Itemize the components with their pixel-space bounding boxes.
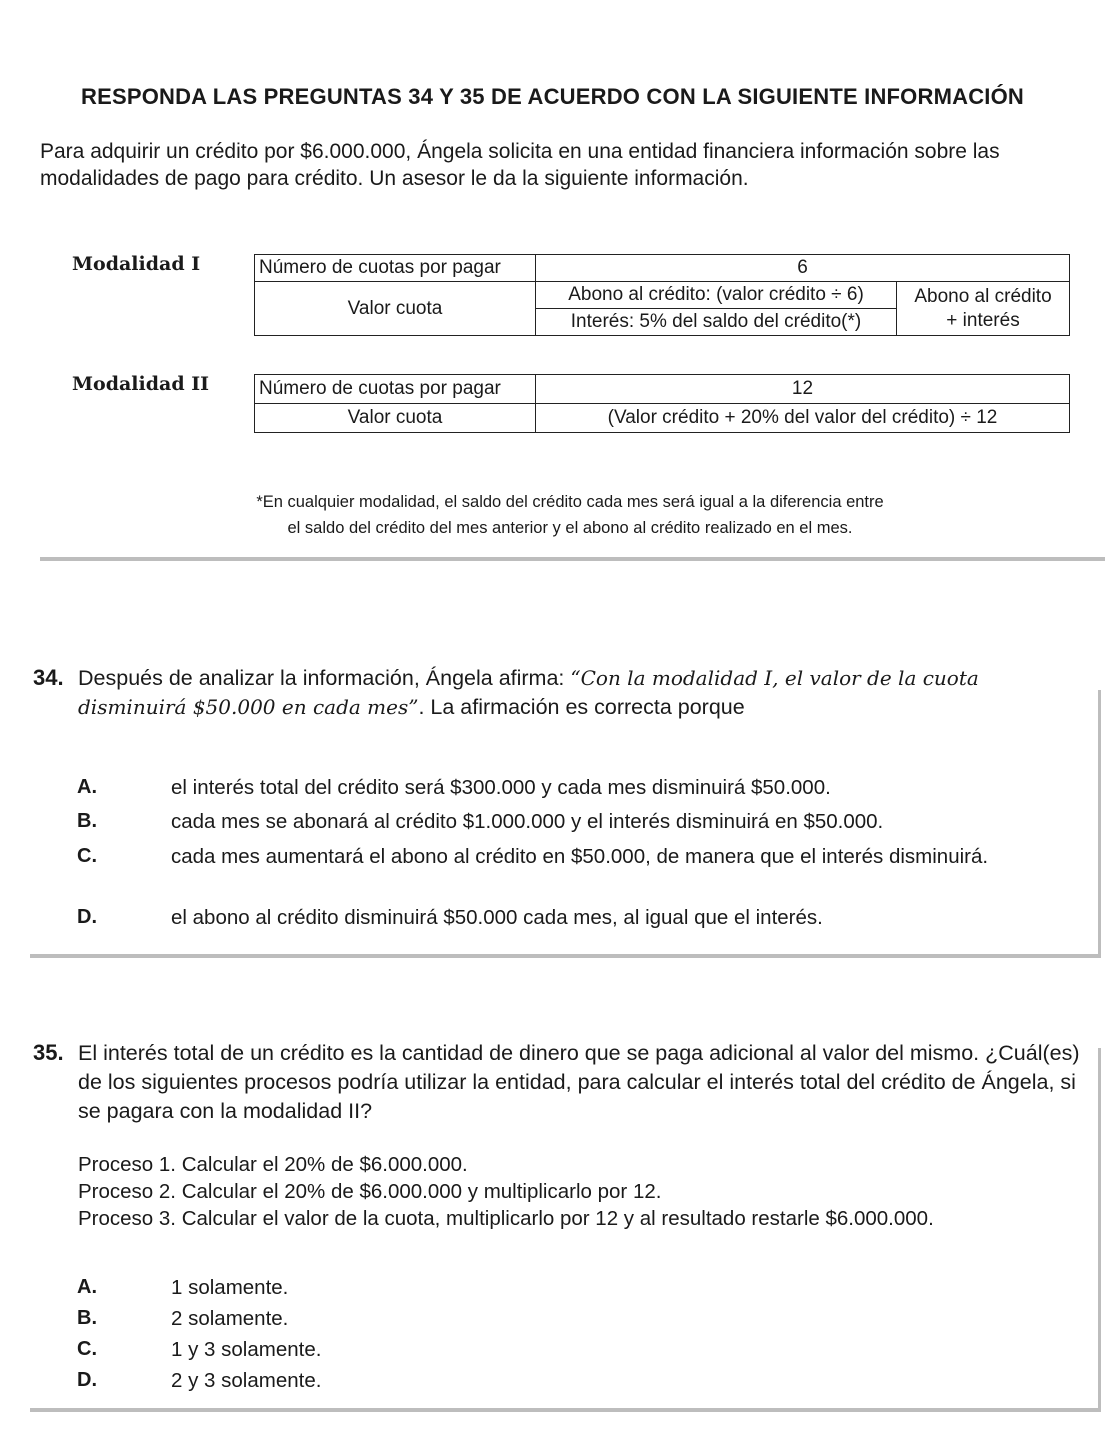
modalidad-2-table (254, 374, 1070, 433)
process-item: Proceso 2. Calcular el 20% de $6.000.000 y multiplicarlo por 12. (78, 1180, 662, 1203)
divider (40, 557, 1105, 561)
cuotas-value-cell: 6 (536, 255, 1070, 282)
cuotas-label-cell: Número de cuotas por pagar (255, 255, 536, 282)
modalidad-2-label: Modalidad II (72, 373, 210, 395)
quote-line-1: “Con la modalidad I, el valor de la cuota (570, 666, 979, 690)
question-35-number: 35. (33, 1040, 64, 1065)
box-border-bottom (30, 954, 1101, 958)
option-text: el abono al crédito disminuirá $50.000 cada mes, al igual que el interés. (171, 906, 823, 929)
cuotas-label-cell: Número de cuotas por pagar (255, 375, 536, 404)
total-line-2: + interés (946, 309, 1020, 331)
option-letter: A. (77, 1276, 97, 1298)
option-letter: A. (77, 776, 97, 798)
cuotas-value-cell: 12 (536, 375, 1070, 404)
box-border-right (1098, 690, 1101, 955)
process-list (78, 1151, 1088, 1232)
quote-line-2: disminuirá $50.000 en cada mes” (78, 695, 419, 719)
abono-cell: Abono al crédito: (valor crédito ÷ 6) (536, 282, 897, 309)
option-text: 2 y 3 solamente. (171, 1369, 322, 1392)
footnote-line-2: el saldo del crédito del mes anterior y el abono al crédito realizado en el mes. (287, 519, 853, 537)
box-border-bottom (30, 1408, 1101, 1412)
total-line-1: Abono al crédito (914, 285, 1052, 307)
option-letter: C. (77, 1338, 97, 1360)
option-text: el interés total del crédito será $300.000 y cada mes disminuirá $50.000. (171, 776, 831, 799)
stem-start: Después de analizar la información, Ángela afirma: (78, 666, 571, 690)
option-letter: D. (77, 906, 97, 928)
modalidad-1-label: Modalidad I (72, 253, 201, 275)
process-item: Proceso 3. Calcular el valor de la cuota, multiplicarlo por 12 y al resultado restarle $6.000.000. (78, 1207, 934, 1230)
question-35-stem: El interés total de un crédito es la cantidad de dinero que se paga adicional al valor del mismo. ¿Cuál(es) de los siguientes procesos podría utilizar la entidad, para calcular el interés total del crédito de Ángela, si se pagara con la modalidad II? (78, 1041, 1080, 1123)
option-text: cada mes se abonará al crédito $1.000.000 y el interés disminuirá en $50.000. (171, 810, 884, 833)
option-letter: B. (77, 1307, 97, 1329)
total-cell (897, 282, 1070, 336)
valor-cuota-label-cell: Valor cuota (255, 404, 536, 433)
stem-end: . La afirmación es correcta porque (418, 695, 745, 719)
option-text: 1 solamente. (171, 1276, 289, 1299)
question-34-stem (78, 664, 1093, 722)
question-34-number: 34. (33, 665, 64, 690)
section-title: RESPONDA LAS PREGUNTAS 34 Y 35 DE ACUERDO CON LA SIGUIENTE INFORMACIÓN (80, 84, 1024, 109)
valor-cuota-label-cell: Valor cuota (255, 282, 536, 336)
option-text: 2 solamente. (171, 1307, 289, 1330)
footnote (120, 489, 1020, 541)
modalidad-1-table (254, 254, 1070, 336)
option-text: 1 y 3 solamente. (171, 1338, 322, 1361)
option-letter: D. (77, 1369, 97, 1391)
interes-cell: Interés: 5% del saldo del crédito(*) (536, 309, 897, 336)
process-item: Proceso 1. Calcular el 20% de $6.000.000. (78, 1153, 468, 1176)
intro-paragraph: Para adquirir un crédito por $6.000.000, Ángela solicita en una entidad financiera información sobre las modalidades de pago para crédito. Un asesor le da la siguiente información. (40, 140, 1000, 190)
footnote-line-1: *En cualquier modalidad, el saldo del crédito cada mes será igual a la diferencia entre (256, 493, 884, 511)
valor-cuota-formula-cell: (Valor crédito + 20% del valor del crédito) ÷ 12 (536, 404, 1070, 433)
option-text: cada mes aumentará el abono al crédito en $50.000, de manera que el interés disminuirá. (171, 845, 989, 868)
option-letter: C. (77, 845, 97, 867)
box-border-right (1098, 1048, 1101, 1410)
option-letter: B. (77, 810, 97, 832)
